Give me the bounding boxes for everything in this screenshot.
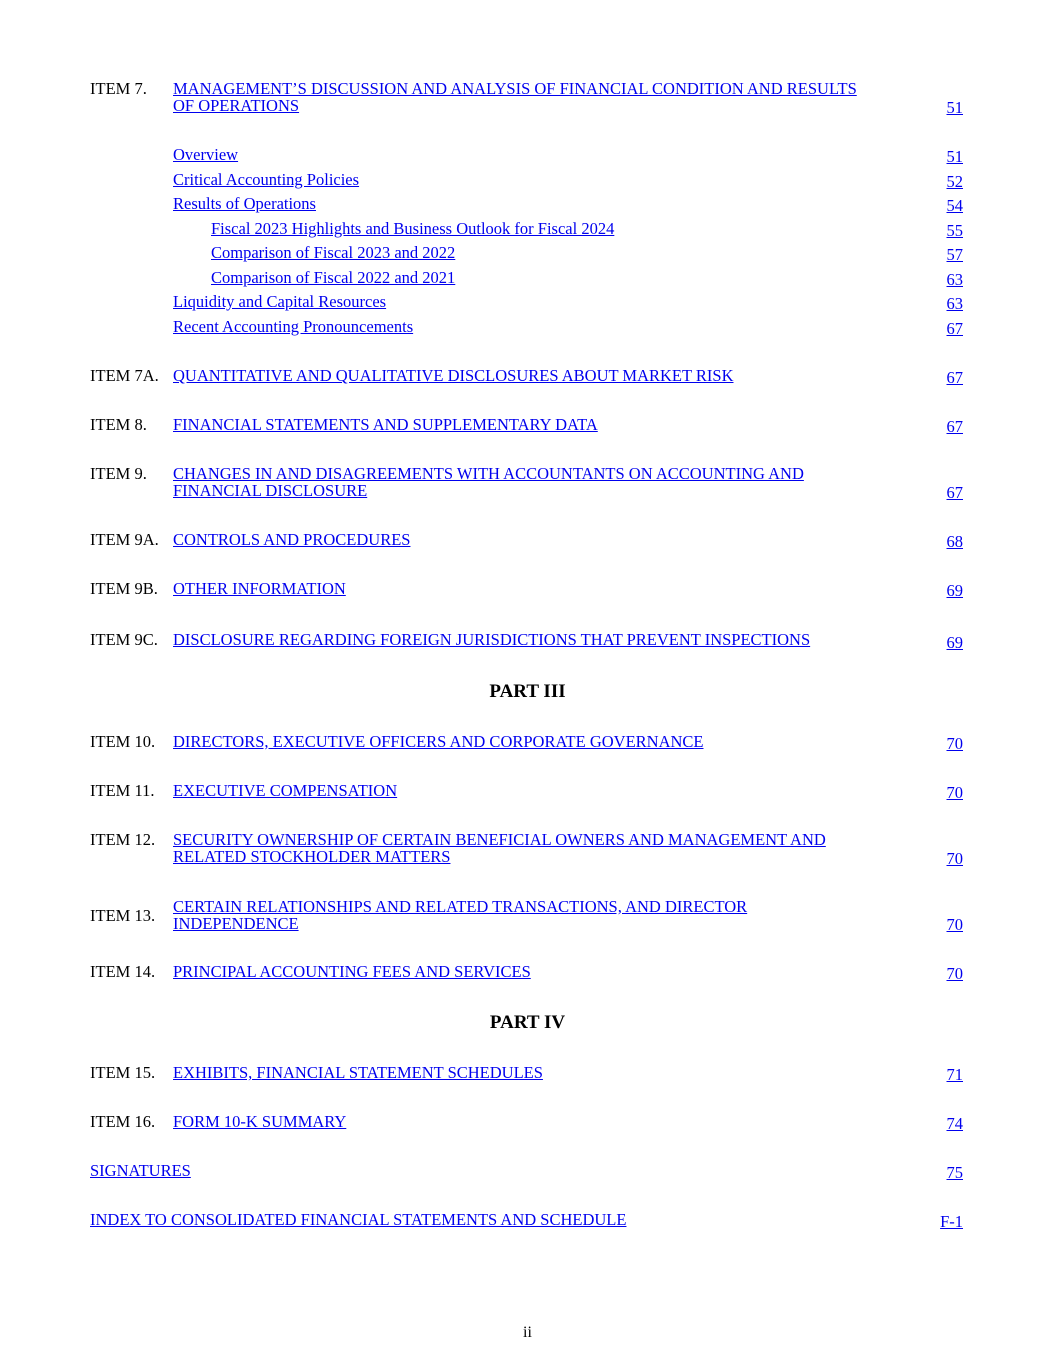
subsection-liquidity-link[interactable]: Liquidity and Capital Resources [173,292,387,311]
part-iv-heading: PART IV [489,1012,566,1033]
item-label: ITEM 9A. [90,530,159,549]
item-9-title-line1[interactable]: CHANGES IN AND DISAGREEMENTS WITH ACCOUNTANTS ON ACCOUNTING AND [173,464,804,483]
item-7-title-line2[interactable]: OF OPERATIONS [173,96,300,115]
subsection-highlights-link[interactable]: Fiscal 2023 Highlights and Business Outlook for Fiscal 2024 [211,219,615,238]
item-9-title-link[interactable] [173,465,804,499]
item-8-title-link[interactable]: FINANCIAL STATEMENTS AND SUPPLEMENTARY DATA [173,415,598,434]
subsection-overview-link[interactable]: Overview [173,145,239,164]
item-label: ITEM 11. [90,781,155,800]
item-label: ITEM 9. [90,464,147,483]
item-label: ITEM 15. [90,1063,156,1082]
item-7-title-line1[interactable]: MANAGEMENT’S DISCUSSION AND ANALYSIS OF FINANCIAL CONDITION AND RESULTS [173,79,857,98]
item-10-title-link[interactable]: DIRECTORS, EXECUTIVE OFFICERS AND CORPORATE GOVERNANCE [173,732,704,751]
item-7a-page-link[interactable]: 67 [946,368,963,387]
item-label: ITEM 10. [90,732,156,751]
item-8-page-link[interactable]: 67 [946,417,963,436]
signatures-link[interactable]: SIGNATURES [90,1161,191,1180]
item-16-page-link[interactable]: 74 [946,1114,963,1133]
item-15-page-link[interactable]: 71 [946,1065,963,1084]
item-12-title-line1[interactable]: SECURITY OWNERSHIP OF CERTAIN BENEFICIAL OWNERS AND MANAGEMENT AND [173,830,826,849]
item-14-title-link[interactable]: PRINCIPAL ACCOUNTING FEES AND SERVICES [173,962,531,981]
item-14-page-link[interactable]: 70 [946,964,963,983]
subsection-overview-page[interactable]: 51 [946,147,963,166]
item-label: ITEM 8. [90,415,147,434]
subsection-critical-accounting-page[interactable]: 52 [946,172,963,191]
item-12-page-link[interactable]: 70 [946,849,963,868]
item-9a-title-link[interactable]: CONTROLS AND PROCEDURES [173,530,411,549]
item-label: ITEM 7A. [90,366,159,385]
item-13-title-link[interactable] [173,898,747,932]
part-iii-heading: PART III [489,681,566,702]
item-9-page-link[interactable]: 67 [946,483,963,502]
subsection-liquidity-page[interactable]: 63 [946,294,963,313]
subsection-highlights-page[interactable]: 55 [946,221,963,240]
item-label: ITEM 9C. [90,630,158,649]
subsection-comparison-2023-link[interactable]: Comparison of Fiscal 2023 and 2022 [211,243,456,262]
item-12-title-link[interactable] [173,831,826,865]
item-11-page-link[interactable]: 70 [946,783,963,802]
item-13-title-line1[interactable]: CERTAIN RELATIONSHIPS AND RELATED TRANSACTIONS, AND DIRECTOR [173,897,748,916]
item-9-title-line2[interactable]: FINANCIAL DISCLOSURE [173,481,368,500]
item-label: ITEM 7. [90,79,147,98]
signatures-page-link[interactable]: 75 [946,1163,963,1182]
index-financial-statements-page-link[interactable]: F-1 [940,1212,963,1231]
subsection-results-link[interactable]: Results of Operations [173,194,316,213]
item-7-page-link[interactable]: 51 [946,98,963,117]
page-number: ii [523,1324,532,1341]
item-label: ITEM 14. [90,962,156,981]
subsection-comparison-2022-link[interactable]: Comparison of Fiscal 2022 and 2021 [211,268,456,287]
index-financial-statements-link[interactable]: INDEX TO CONSOLIDATED FINANCIAL STATEMENTS AND SCHEDULE [90,1210,627,1229]
item-15-title-link[interactable]: EXHIBITS, FINANCIAL STATEMENT SCHEDULES [173,1063,543,1082]
subsection-comparison-2023-page[interactable]: 57 [946,245,963,264]
subsection-recent-pronouncements-link[interactable]: Recent Accounting Pronouncements [173,317,414,336]
subsection-critical-accounting-link[interactable]: Critical Accounting Policies [173,170,360,189]
item-11-title-link[interactable]: EXECUTIVE COMPENSATION [173,781,398,800]
item-10-page-link[interactable]: 70 [946,734,963,753]
item-label: ITEM 12. [90,830,156,849]
subsection-results-page[interactable]: 54 [946,196,963,215]
item-9b-title-link[interactable]: OTHER INFORMATION [173,579,346,598]
item-9c-page-link[interactable]: 69 [946,633,963,652]
item-label: ITEM 16. [90,1112,156,1131]
item-9b-page-link[interactable]: 69 [946,581,963,600]
item-9c-title-link[interactable]: DISCLOSURE REGARDING FOREIGN JURISDICTIONS THAT PREVENT INSPECTIONS [173,630,811,649]
item-13-page-link[interactable]: 70 [946,915,963,934]
item-label: ITEM 13. [90,906,156,925]
item-12-title-line2[interactable]: RELATED STOCKHOLDER MATTERS [173,847,451,866]
item-13-title-line2[interactable]: INDEPENDENCE [173,914,299,933]
item-label: ITEM 9B. [90,579,158,598]
item-7a-title-link[interactable]: QUANTITATIVE AND QUALITATIVE DISCLOSURES ABOUT MARKET RISK [173,366,734,385]
subsection-recent-pronouncements-page[interactable]: 67 [946,319,963,338]
item-7-title-link[interactable] [173,80,857,114]
item-16-title-link[interactable]: FORM 10-K SUMMARY [173,1112,347,1131]
subsection-comparison-2022-page[interactable]: 63 [946,270,963,289]
item-9a-page-link[interactable]: 68 [946,532,963,551]
